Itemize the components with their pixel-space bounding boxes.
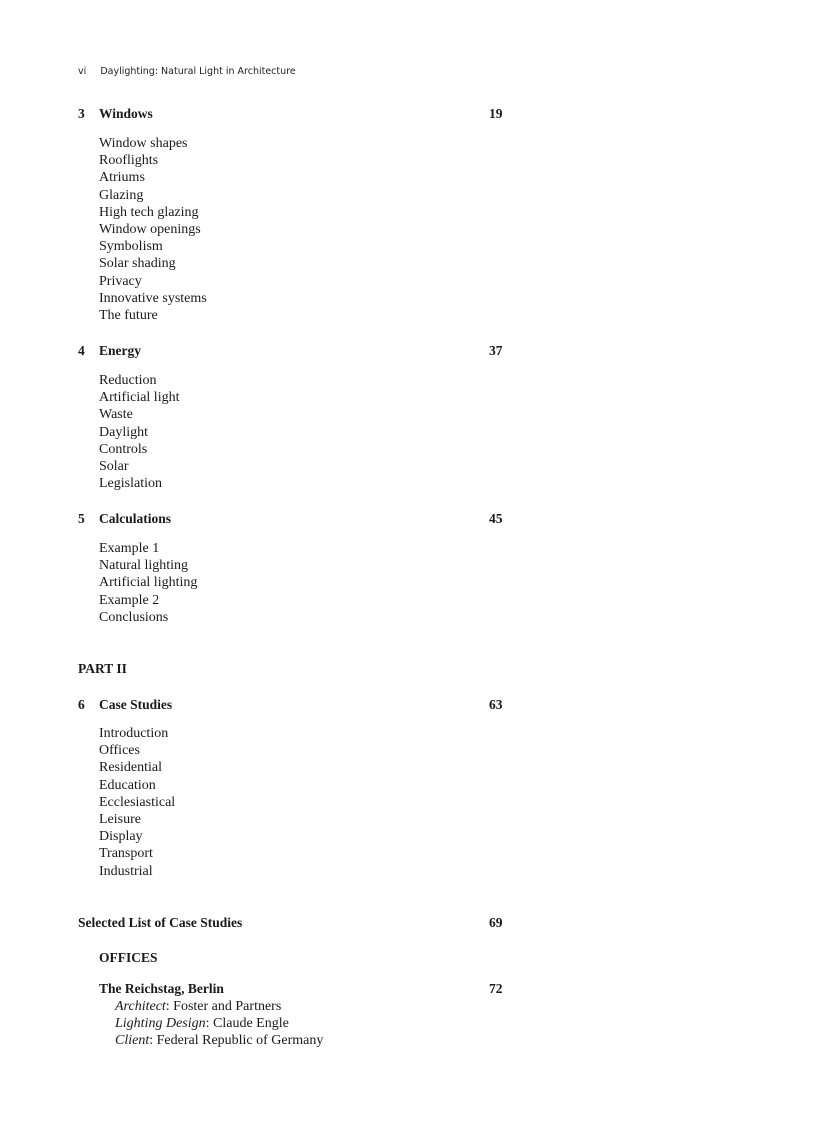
credit-line bbox=[115, 998, 323, 1015]
case-study-credits bbox=[115, 998, 323, 1050]
list-item: Waste bbox=[99, 407, 133, 423]
chapter-items bbox=[99, 540, 197, 626]
category-heading: OFFICES bbox=[99, 950, 158, 965]
chapter-page-number: 63 bbox=[489, 697, 503, 712]
list-item: Legislation bbox=[99, 476, 162, 492]
list-item: Display bbox=[99, 829, 143, 845]
chapter-items bbox=[99, 725, 175, 880]
credit-name: : Federal Republic of Germany bbox=[149, 1033, 324, 1049]
list-item: Rooflights bbox=[99, 153, 159, 169]
list-item: Leisure bbox=[99, 812, 141, 828]
case-study-page-number: 72 bbox=[489, 981, 503, 996]
credit-role: Architect bbox=[115, 999, 166, 1014]
list-item: Reduction bbox=[99, 373, 157, 388]
credit-line bbox=[115, 1032, 323, 1049]
list-item: High tech glazing bbox=[99, 204, 199, 220]
case-study-title[interactable]: The Reichstag, Berlin bbox=[99, 981, 224, 996]
list-item: Conclusions bbox=[99, 609, 169, 625]
chapter-number: 6 bbox=[78, 697, 85, 712]
list-item: Transport bbox=[99, 846, 153, 862]
list-item: Solar shading bbox=[99, 256, 176, 272]
list-item: Controls bbox=[99, 441, 148, 457]
credit-role: Lighting Design bbox=[115, 1016, 206, 1032]
list-item: Symbolism bbox=[99, 239, 163, 255]
list-item: Window openings bbox=[99, 222, 201, 238]
list-item: Offices bbox=[99, 743, 140, 759]
selected-list-page-number: 69 bbox=[489, 915, 503, 930]
list-item: Natural lighting bbox=[99, 558, 189, 574]
list-item: Innovative systems bbox=[99, 290, 207, 306]
chapter-title[interactable]: Calculations bbox=[99, 511, 172, 526]
chapter-page-number: 19 bbox=[489, 106, 503, 121]
list-item: Artificial lighting bbox=[99, 575, 198, 591]
chapter-title[interactable]: Case Studies bbox=[99, 697, 173, 712]
book-title: Daylighting: Natural Light in Architecture bbox=[100, 66, 296, 77]
credit-line bbox=[115, 1015, 323, 1032]
chapter-page-number: 37 bbox=[489, 343, 503, 358]
selected-list-title[interactable]: Selected List of Case Studies bbox=[78, 915, 243, 930]
chapter-items bbox=[99, 135, 207, 324]
credit-role: Client bbox=[115, 1033, 150, 1049]
list-item: Example 1 bbox=[99, 541, 160, 556]
chapter-number: 4 bbox=[78, 343, 85, 358]
chapter-number: 5 bbox=[78, 511, 85, 526]
list-item: Example 2 bbox=[99, 592, 160, 608]
list-item: Privacy bbox=[99, 273, 142, 289]
list-item: The future bbox=[99, 308, 158, 324]
part-heading: PART II bbox=[78, 661, 127, 676]
page-numeral: vi bbox=[78, 66, 87, 77]
list-item: Introduction bbox=[99, 726, 169, 741]
list-item: Ecclesiastical bbox=[99, 794, 176, 810]
chapter-number: 3 bbox=[78, 106, 85, 121]
list-item: Glazing bbox=[99, 187, 144, 203]
list-item: Solar bbox=[99, 459, 129, 475]
list-item: Industrial bbox=[99, 863, 153, 879]
list-item: Window shapes bbox=[99, 136, 188, 151]
list-item: Atriums bbox=[99, 170, 145, 186]
list-item: Daylight bbox=[99, 424, 148, 440]
list-item: Education bbox=[99, 777, 156, 793]
running-header bbox=[78, 66, 296, 77]
credit-name: : Claude Engle bbox=[205, 1016, 289, 1032]
credit-name: : Foster and Partners bbox=[165, 999, 282, 1014]
chapter-title[interactable]: Energy bbox=[99, 343, 141, 358]
list-item: Artificial light bbox=[99, 390, 180, 406]
chapter-items bbox=[99, 372, 179, 492]
chapter-page-number: 45 bbox=[489, 511, 503, 526]
chapter-title[interactable]: Windows bbox=[99, 106, 153, 121]
list-item: Residential bbox=[99, 760, 162, 776]
